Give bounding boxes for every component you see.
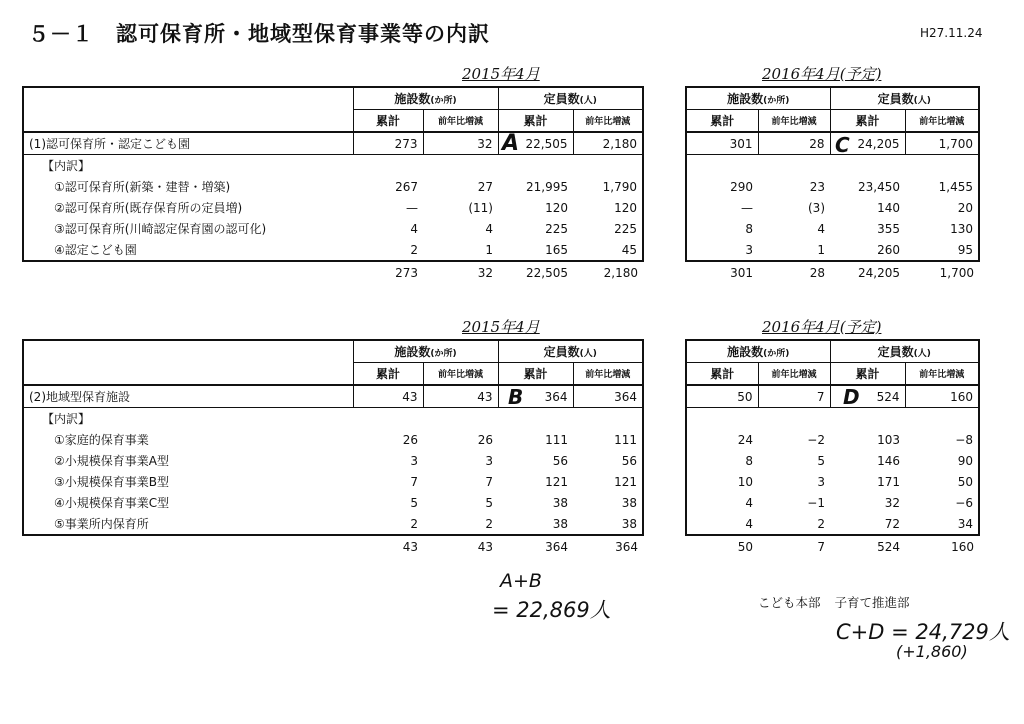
header-facilities: 施設数(か所) bbox=[686, 340, 830, 363]
table-row-totals: 301 28 24,205 1,700 bbox=[730, 265, 974, 280]
table-row-main: 301 28 24,205 1,700 bbox=[686, 132, 979, 155]
table-row: ④小規模保育事業C型 5 5 38 38 bbox=[23, 492, 643, 513]
header-total: 累計 bbox=[498, 110, 573, 133]
table-row-main: (2)地域型保育施設 43 43 364 364 bbox=[23, 385, 643, 408]
handwritten-sum-ab-label: A+B bbox=[500, 570, 542, 592]
table-row: 8 4 355 130 bbox=[686, 218, 979, 239]
table-row-main: 50 7 524 160 bbox=[686, 385, 979, 408]
page-title: ５－１ 認可保育所・地域型保育事業等の内訳 bbox=[28, 22, 490, 46]
header-blank bbox=[23, 340, 353, 385]
table-row: 10 3 171 50 bbox=[686, 471, 979, 492]
header-capacity: 定員数(人) bbox=[498, 340, 643, 363]
document-date: H27.11.24 bbox=[920, 26, 983, 40]
header-facilities: 施設数(か所) bbox=[353, 87, 498, 110]
table2-left: 施設数(か所) 定員数(人) 累計 前年比増減 累計 前年比増減 (2)地域型保育施設 43 43 364 364 【内訳】 ①家庭的保育事業 26 26 111 111 ②小規模保育事業A型 3 3 56 56 ③小規模保育事業B型 7 7 121 121 ④小規模保育事業C型 5 5 38 38 ⑤事業所内保育所 2 2 38 38 43 43 364 364 bbox=[22, 339, 644, 557]
table-row: ②小規模保育事業A型 3 3 56 56 bbox=[23, 450, 643, 471]
header-capacity: 定員数(人) bbox=[498, 87, 643, 110]
handwritten-mark-a: A bbox=[502, 131, 520, 156]
handwritten-mark-b: B bbox=[508, 385, 524, 409]
handwritten-sum-ab: = 22,869人 bbox=[492, 598, 611, 622]
table-row: ①家庭的保育事業 26 26 111 111 bbox=[23, 429, 643, 450]
table-row: 24 −2 103 −8 bbox=[686, 429, 979, 450]
table-row: 290 23 23,450 1,455 bbox=[686, 176, 979, 197]
table-row: ⑤事業所内保育所 2 2 38 38 bbox=[23, 513, 643, 535]
department-org2: 子育て推進部 bbox=[834, 595, 910, 610]
header-capacity: 定員数(人) bbox=[830, 87, 979, 110]
header-change: 前年比増減 bbox=[573, 110, 643, 133]
handwritten-mark-d: D bbox=[843, 385, 860, 409]
header-facilities: 施設数(か所) bbox=[353, 340, 498, 363]
table2-year-right: 2016年4月(予定) bbox=[762, 318, 882, 336]
table-row: 4 −1 32 −6 bbox=[686, 492, 979, 513]
table1-year-right: 2016年4月(予定) bbox=[762, 65, 882, 83]
table-row: ③認可保育所(川崎認定保育園の認可化) 4 4 225 225 bbox=[23, 218, 643, 239]
header-capacity: 定員数(人) bbox=[830, 340, 979, 363]
table-row-main: (1)認可保育所・認定こども園 273 32 22,505 2,180 bbox=[23, 132, 643, 155]
department-org1: こども本部 bbox=[758, 595, 821, 610]
header-blank bbox=[23, 87, 353, 132]
table-row: ①認可保育所(新築・建替・増築) 267 27 21,995 1,790 bbox=[23, 176, 643, 197]
table1-right: 施設数(か所) 定員数(人) 累計 前年比増減 累計 前年比増減 301 28 24,205 1,700 290 23 23,450 1,455 — (3) 140 20 8 4 355 130 3 1 260 95 301 28 24,205 1,700 bbox=[685, 86, 980, 283]
department bbox=[758, 593, 920, 611]
handwritten-diff-cd: (+1,860) bbox=[896, 642, 968, 661]
table-row-totals: 273 32 22,505 2,180 bbox=[395, 265, 638, 280]
table-row: ④認定こども園 2 1 165 45 bbox=[23, 239, 643, 261]
header-facilities: 施設数(か所) bbox=[686, 87, 830, 110]
table-row: 3 1 260 95 bbox=[686, 239, 979, 261]
handwritten-mark-c: C bbox=[835, 133, 850, 157]
table-row-totals: 50 7 524 160 bbox=[737, 539, 974, 554]
table2-right: 施設数(か所) 定員数(人) 累計 前年比増減 累計 前年比増減 50 7 524 160 24 −2 103 −8 8 5 146 90 10 3 171 50 4 −1 32 −6 4 2 72 34 50 7 524 160 bbox=[685, 339, 980, 557]
table-row: — (3) 140 20 bbox=[686, 197, 979, 218]
table2-year-left: 2015年4月 bbox=[462, 318, 540, 336]
table1-year-left: 2015年4月 bbox=[462, 65, 540, 83]
table-row: 8 5 146 90 bbox=[686, 450, 979, 471]
header-change: 前年比増減 bbox=[423, 110, 498, 133]
table-row-totals: 43 43 364 364 bbox=[402, 539, 638, 554]
handwritten-sum-cd: C+D = 24,729人 bbox=[836, 620, 1010, 644]
table-row: ②認可保育所(既存保育所の定員増) — (11) 120 120 bbox=[23, 197, 643, 218]
table1-left: 施設数(か所) 定員数(人) 累計 前年比増減 累計 前年比増減 (1)認可保育所・認定こども園 273 32 22,505 2,180 【内訳】 ①認可保育所(新築・建替・増築) 267 27 21,995 1,790 ②認可保育所(既存保育所の定員増) — (11) 120 120 ③認可保育所(川崎認定保育園の認可化) 4 4 225 225 ④認定こども園 2 1 165 45 273 32 22,505 2,180 bbox=[22, 86, 644, 283]
table-row: ③小規模保育事業B型 7 7 121 121 bbox=[23, 471, 643, 492]
table-row: 4 2 72 34 bbox=[686, 513, 979, 535]
header-total: 累計 bbox=[353, 110, 423, 133]
